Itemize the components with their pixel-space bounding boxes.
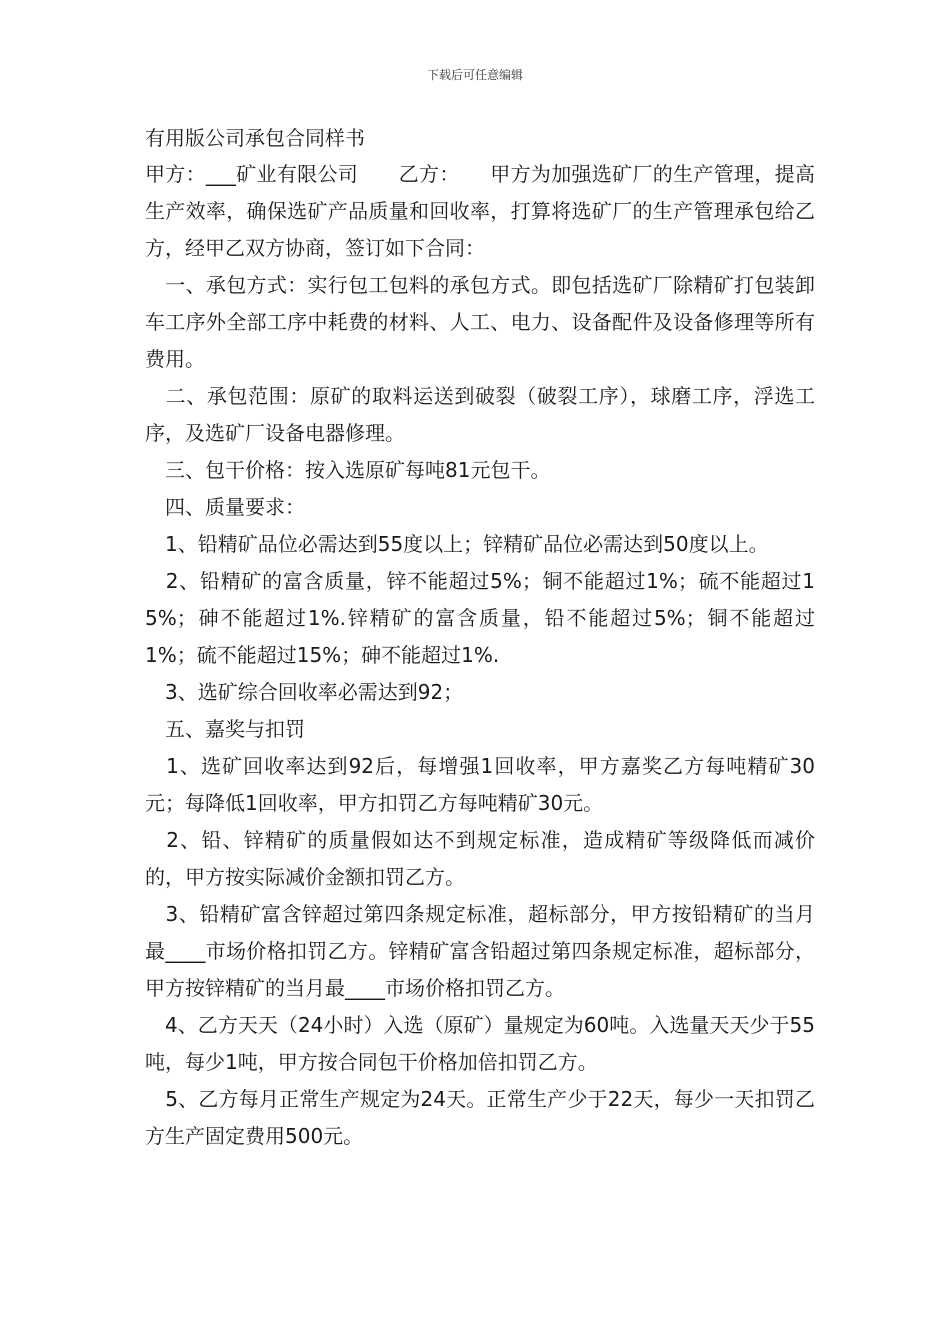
header-note: 下载后可任意编辑 [426, 68, 523, 82]
paragraph-quality-1: 1、铅精矿品位必需达到55度以上；锌精矿品位必需达到50度以上。 [145, 532, 769, 556]
paragraph-reward-3: 3、铅精矿富含锌超过第四条规定标准，超标部分，甲方按铅精矿的当月最____市场价格扣罚乙方。锌精矿富含铅超过第四条规定标准，超标部分，甲方按锌精矿的当月最____市场价格扣罚乙方。 [145, 902, 815, 1000]
paragraph-quality-3: 3、选矿综合回收率必需达到92； [145, 680, 464, 704]
contract-body [145, 156, 815, 1155]
paragraph-intro: 甲方：___矿业有限公司 乙方： 甲方为加强选矿厂的生产管理，提高生产效率，确保选矿产品质量和回收率，打算将选矿厂的生产管理承包给乙方，经甲乙双方协商，签订如下合同： [145, 162, 815, 260]
document-title: 有用版公司承包合同样书 [145, 126, 365, 150]
paragraph-quality-2: 2、铅精矿的富含质量，锌不能超过5%；铜不能超过1%；硫不能超过15%；砷不能超过1%.锌精矿的富含质量，铅不能超过5%；铜不能超过1%；硫不能超过15%；砷不能超过1%. [145, 569, 815, 667]
paragraph-reward-5: 5、乙方每月正常生产规定为24天。正常生产少于22天，每少一天扣罚乙方生产固定费用500元。 [145, 1087, 815, 1148]
paragraph-contract-method: 一、承包方式：实行包工包料的承包方式。即包括选矿厂除精矿打包装卸车工序外全部工序中耗费的材料、人工、电力、设备配件及设备修理等所有费用。 [145, 273, 815, 371]
paragraph-quality-heading: 四、质量要求： [145, 495, 305, 519]
paragraph-lump-sum-price: 三、包干价格：按入选原矿每吨81元包干。 [145, 458, 551, 482]
paragraph-reward-heading: 五、嘉奖与扣罚 [145, 717, 305, 741]
paragraph-reward-2: 2、铅、锌精矿的质量假如达不到规定标准，造成精矿等级降低而减价的，甲方按实际减价金额扣罚乙方。 [145, 828, 815, 889]
paragraph-reward-1: 1、选矿回收率达到92后，每增强1回收率，甲方嘉奖乙方每吨精矿30元；每降低1回收率，甲方扣罚乙方每吨精矿30元。 [145, 754, 815, 815]
paragraph-contract-scope: 二、承包范围：原矿的取料运送到破裂（破裂工序），球磨工序，浮选工序，及选矿厂设备电器修理。 [145, 384, 815, 445]
paragraph-reward-4: 4、乙方天天（24小时）入选（原矿）量规定为60吨。入选量天天少于55吨，每少1吨，甲方按合同包干价格加倍扣罚乙方。 [145, 1013, 815, 1074]
